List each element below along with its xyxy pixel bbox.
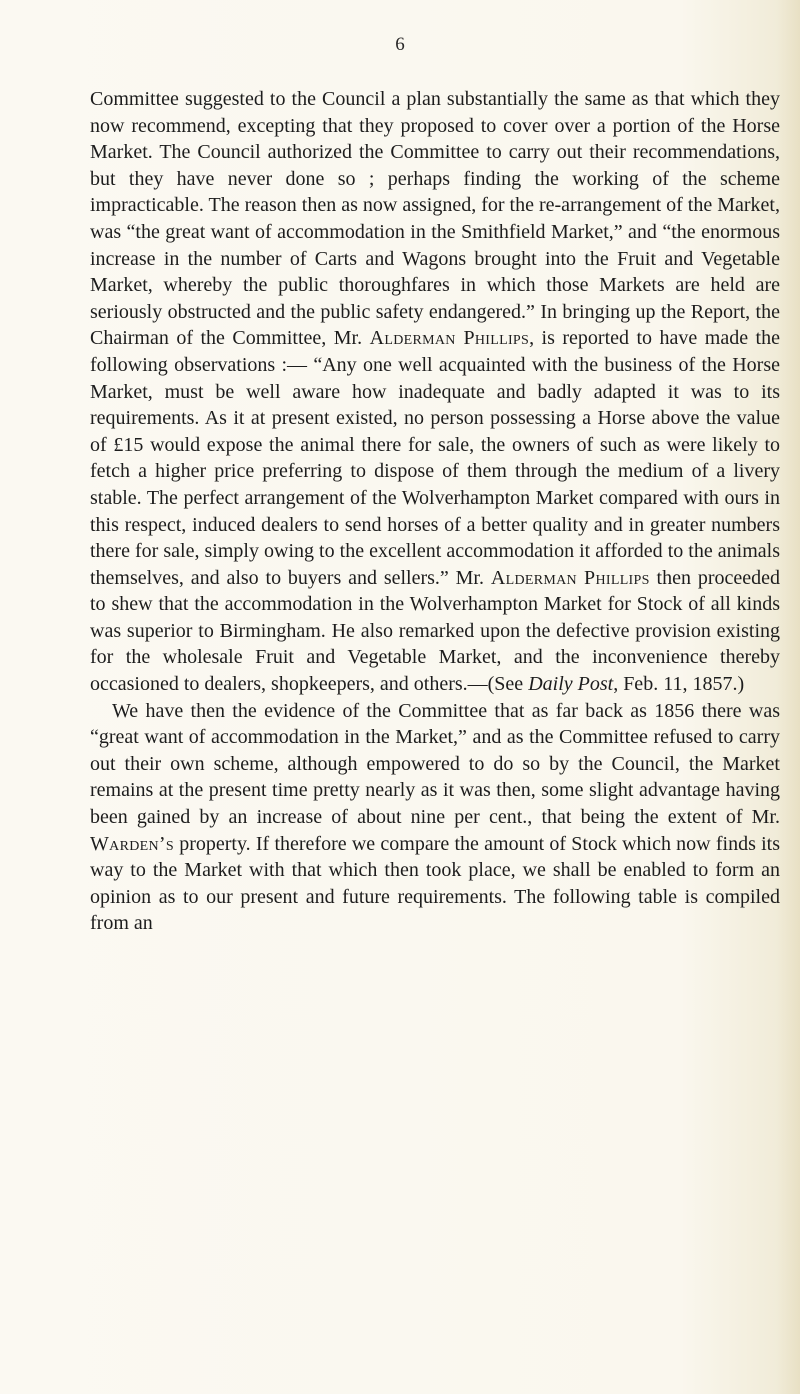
text-run: We have then the evidence of the Committee that as far back as 1856 there was “great want of accommodation in the Market,” and as the Committee refused to carry out their own scheme, although empowered to do so by the Council, the Market remains at the present time pretty nearly as it was then, some slight advantage having been gained by an increase of about nine per cent., that being the extent of Mr. bbox=[90, 699, 780, 829]
text-run: then proceeded to shew that the accommodation in the Wolverhampton Market for Stock of all kinds was superior to Birmingham. He also remarked upon the defective provision existing for the wholesale Fruit and Vegetable Market, and the inconvenience thereby occasioned to dealers, shopkeepers, and others.—(See bbox=[90, 566, 781, 696]
text-run: , Feb. 11, 1857.) bbox=[613, 673, 745, 696]
name-smallcaps: Warden’s bbox=[90, 832, 174, 855]
name-smallcaps: Alderman Phillips bbox=[490, 566, 650, 589]
text-run: , is reported to have made the following observations :— “Any one well acquainted with the business of the Horse Market, must be well aware how inadequate and badly adapted it was to its requirements. As it at present existed, no person possessing a Horse above the value of £15 would expose the animal there for sale, the owners of such as were likely to fetch a higher price preferring to dispose of them through the medium of a livery stable. The perfect arrangement of the Wolverhampton Market compared with ours in this respect, induced dealers to send horses of a better quality and in greater numbers there for sale, simply owing to the excellent accommodation it afforded to the animals themselves, and also to buyers and sellers.” Mr. bbox=[90, 327, 780, 589]
name-smallcaps: Alderman Phillips bbox=[369, 327, 530, 350]
page-number: 6 bbox=[395, 34, 405, 55]
body-text bbox=[90, 86, 780, 937]
text-run: property. If therefore we compare the amount of Stock which now finds its way to the Market with that which then took place, we shall be enabled to form an opinion as to our present and future requirements. The following table is compiled from an bbox=[90, 832, 780, 935]
italic-text: Daily Post bbox=[528, 673, 614, 696]
text-run: Committee suggested to the Council a plan substantially the same as that which they now recommend, excepting that they proposed to cover over a portion of the Horse Market. The Council authorized the Committee to carry out their recommendations, but they have never done so ; perhaps finding the working of the scheme impracticable. The reason then as now assigned, for the re-arrangement of the Market, was “the great want of accommodation in the Smithfield Market,” and “the enormous increase in the number of Carts and Wagons brought into the Fruit and Vegetable Market, whereby the public thoroughfares in which those Markets are held are seriously obstructed and the public safety endangered.” In bringing up the Report, the Chairman of the Committee, Mr. bbox=[90, 88, 780, 350]
paragraph bbox=[90, 86, 780, 698]
paragraph bbox=[90, 698, 780, 937]
